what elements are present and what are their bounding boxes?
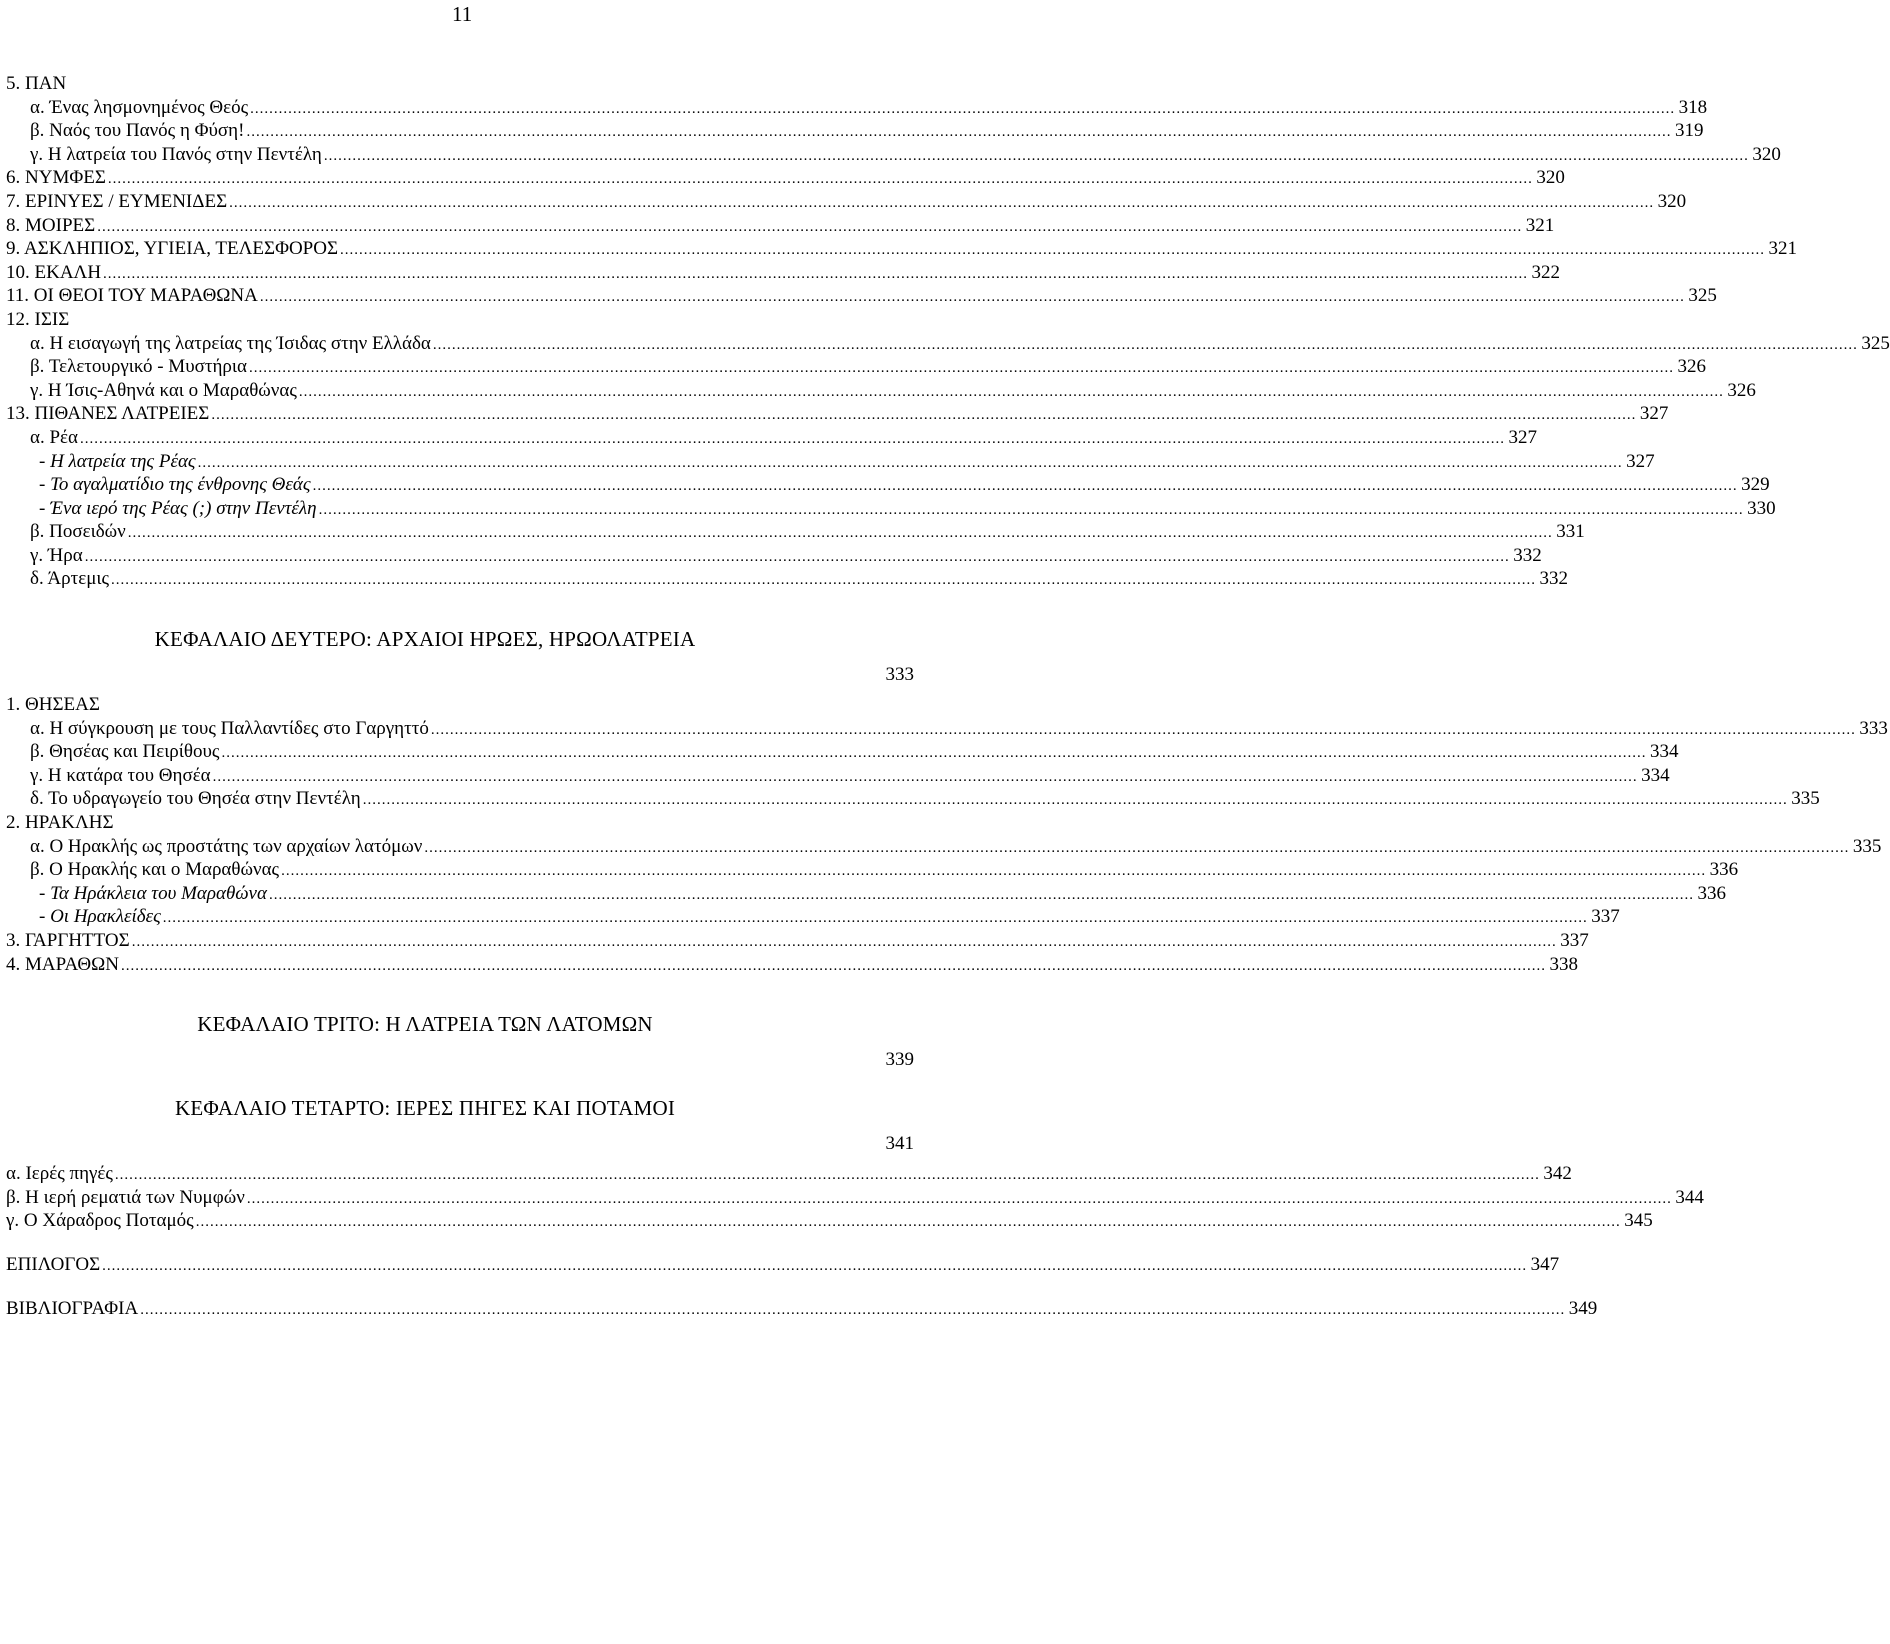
dot-leader: ............................................................................................................................................................................................................................................................................................................ (259, 289, 1685, 306)
dot-leader: ............................................................................................................................................................................................................................................................................................................ (340, 242, 1766, 259)
entry-page: 325 (1688, 285, 1717, 307)
chapter-three-heading: ΚΕΦΑΛΑΙΟ ΤΡΙΤΟ: Η ΛΑΤΡΕΙΑ ΤΩΝ ΛΑΤΟΜΩΝ (197, 1012, 653, 1037)
chapter-three-page: 339 (885, 1049, 914, 1071)
toc-entry[interactable] (6, 929, 1589, 953)
dot-leader: ............................................................................................................................................................................................................................................................................................................ (250, 100, 1676, 117)
entry-page: 331 (1556, 521, 1585, 543)
toc-entry[interactable] (6, 143, 1781, 167)
toc-entry[interactable] (6, 1186, 1704, 1210)
entry-title: 12. ΙΣΙΣ (6, 308, 70, 330)
entry-page: 337 (1591, 906, 1620, 928)
entry-title: 6. ΝΥΜΦΕΣ (6, 167, 106, 189)
toc-entry[interactable] (6, 905, 1620, 929)
entry-title: 9. ΑΣΚΛΗΠΙΟΣ, ΥΓΙΕΙΑ, ΤΕΛΕΣΦΟΡΟΣ (6, 238, 339, 260)
entry-page: 345 (1624, 1210, 1653, 1232)
entry-title: 11. ΟΙ ΘΕΟΙ ΤΟΥ ΜΑΡΑΘΩΝΑ (6, 285, 258, 307)
entry-page: 347 (1530, 1253, 1560, 1275)
toc-entry[interactable] (6, 858, 1739, 882)
dot-leader: ............................................................................................................................................................................................................................................................................................................ (195, 1214, 1621, 1231)
entry-page: 335 (1791, 788, 1820, 810)
entry-page: 333 (1859, 717, 1888, 739)
entry-title: 1. ΘΗΣΕΑΣ (6, 694, 100, 716)
dot-leader: ............................................................................................................................................................................................................................................................................................................ (212, 768, 1638, 785)
entry-page: 321 (1768, 238, 1798, 260)
entry-page: 327 (1508, 426, 1537, 448)
entry-page: 320 (1536, 167, 1565, 189)
entry-page: 335 (1852, 835, 1882, 857)
chapter-two-heading: ΚΕΦΑΛΑΙΟ ΔΕΥΤΕΡΟ: ΑΡΧΑΙΟΙ ΗΡΩΕΣ, ΗΡΩΟΛΑΤΡΕΙΑ (154, 627, 696, 652)
entry-title: γ. Η κατάρα του Θησέα (30, 764, 211, 786)
dot-leader: ............................................................................................................................................................................................................................................................................................................ (432, 336, 1858, 353)
toc-entry[interactable] (6, 261, 1561, 285)
entry-page: 329 (1741, 474, 1770, 496)
dot-leader: ............................................................................................................................................................................................................................................................................................................ (97, 218, 1523, 235)
dot-leader: ............................................................................................................................................................................................................................................................................................................ (197, 454, 1623, 471)
toc-entry[interactable] (6, 308, 914, 332)
dot-leader: ............................................................................................................................................................................................................................................................................................................ (246, 1190, 1672, 1207)
table-of-contents (6, 72, 1890, 1320)
dot-leader: ............................................................................................................................................................................................................................................................................................................ (103, 265, 1529, 282)
entry-page: 336 (1709, 859, 1739, 881)
entry-page: 327 (1639, 403, 1669, 425)
entry-title: 4. ΜΑΡΑΘΩΝ (6, 953, 119, 975)
entry-title: 2. ΗΡΑΚΛΗΣ (6, 812, 114, 834)
entry-page: 332 (1539, 568, 1569, 590)
entry-page: 327 (1626, 450, 1655, 472)
toc-entry[interactable] (6, 544, 1542, 568)
entry-title: - Το αγαλματίδιο της ένθρονης Θεάς (39, 474, 311, 496)
dot-leader: ............................................................................................................................................................................................................................................................................................................ (268, 886, 1694, 903)
entry-title: - Οι Ηρακλείδες (39, 906, 161, 928)
toc-entry[interactable] (6, 119, 1704, 143)
dot-leader: ............................................................................................................................................................................................................................................................................................................ (131, 934, 1557, 950)
entry-title: ΒΙΒΛΙΟΓΡΑΦΙΑ (6, 1297, 139, 1319)
entry-page: 334 (1649, 741, 1679, 763)
chapter-two-page: 333 (885, 664, 914, 686)
entry-page: 334 (1641, 764, 1670, 786)
dot-leader: ............................................................................................................................................................................................................................................................................................................ (430, 721, 1856, 738)
toc-entry[interactable] (6, 882, 1726, 906)
toc-entry[interactable] (6, 355, 1706, 379)
entry-title: 10. ΕΚΑΛΗ (6, 261, 102, 283)
toc-section-springs (6, 1162, 1704, 1233)
entry-page: 326 (1727, 379, 1756, 401)
entry-page: 322 (1531, 261, 1561, 283)
toc-entry[interactable] (6, 237, 1798, 261)
toc-entry[interactable] (6, 426, 1537, 450)
entry-page: 332 (1513, 544, 1542, 566)
entry-title: α. Ιερές πηγές (6, 1163, 113, 1185)
entry-page: 319 (1674, 120, 1704, 142)
entry-page: 320 (1752, 143, 1781, 165)
dot-leader: ............................................................................................................................................................................................................................................................................................................ (102, 1257, 1528, 1274)
entry-page: 342 (1543, 1163, 1572, 1185)
entry-title: - Η λατρεία της Ρέας (39, 450, 196, 472)
dot-leader: ............................................................................................................................................................................................................................................................................................................ (424, 839, 1850, 856)
dot-leader: ............................................................................................................................................................................................................................................................................................................ (162, 910, 1588, 927)
entry-title: - Ένα ιερό της Ρέας (;) στην Πεντέλη (39, 497, 317, 519)
dot-leader: ............................................................................................................................................................................................................................................................................................................ (107, 171, 1533, 188)
dot-leader: ............................................................................................................................................................................................................................................................................................................ (362, 792, 1788, 809)
toc-entry-bibliography[interactable] (6, 1297, 1598, 1321)
toc-entry[interactable] (6, 787, 1820, 811)
entry-page: 344 (1675, 1186, 1704, 1208)
toc-entry[interactable] (6, 96, 1708, 120)
dot-leader: ............................................................................................................................................................................................................................................................................................................ (248, 360, 1674, 377)
toc-entry[interactable] (6, 740, 1679, 764)
dot-leader: ............................................................................................................................................................................................................................................................................................................ (127, 525, 1553, 542)
toc-entry[interactable] (6, 332, 1890, 356)
toc-entry[interactable] (6, 567, 1569, 591)
toc-entry[interactable] (6, 473, 1770, 497)
entry-title: - Τα Ηράκλεια του Μαραθώνα (39, 882, 267, 904)
toc-entry[interactable] (6, 717, 1888, 741)
entry-page: 325 (1861, 332, 1890, 354)
toc-entry[interactable] (6, 497, 1776, 521)
toc-entry[interactable] (6, 72, 914, 96)
chapter-four-heading: ΚΕΦΑΛΑΙΟ ΤΕΤΑΡΤΟ: ΙΕΡΕΣ ΠΗΓΕΣ ΚΑΙ ΠΟΤΑΜΟΙ (174, 1096, 676, 1121)
toc-entry[interactable] (6, 1209, 1653, 1233)
dot-leader: ............................................................................................................................................................................................................................................................................................................ (312, 478, 1738, 495)
entry-title: δ. Άρτεμις (30, 568, 110, 590)
toc-entry[interactable] (6, 520, 1585, 544)
dot-leader: ............................................................................................................................................................................................................................................................................................................ (298, 383, 1724, 400)
toc-entry[interactable] (6, 402, 1669, 426)
dot-leader: ............................................................................................................................................................................................................................................................................................................ (111, 572, 1537, 589)
dot-leader: ............................................................................................................................................................................................................................................................................................................ (114, 1167, 1540, 1184)
entry-page: 349 (1568, 1297, 1598, 1319)
entry-page: 330 (1747, 497, 1776, 519)
entry-page: 337 (1560, 930, 1589, 951)
entry-title: β. Τελετουργικό - Μυστήρια (30, 356, 247, 378)
toc-entry[interactable] (6, 693, 914, 717)
entry-page: 321 (1525, 214, 1555, 236)
dot-leader: ............................................................................................................................................................................................................................................................................................................ (84, 548, 1510, 565)
entry-title: α. Ένας λησμονημένος Θεός (30, 96, 249, 118)
entry-title: δ. Το υδραγωγείο του Θησέα στην Πεντέλη (30, 788, 361, 810)
entry-title: α. Ο Ηρακλής ως προστάτης των αρχαίων λατόμων (30, 835, 423, 857)
toc-entry[interactable] (6, 379, 1756, 403)
toc-entry[interactable] (6, 214, 1555, 238)
entry-title: γ. Ήρα (30, 544, 83, 566)
toc-entry[interactable] (6, 835, 1882, 859)
chapter-four-page: 341 (885, 1133, 914, 1155)
toc-entry[interactable] (6, 166, 1565, 190)
dot-leader: ............................................................................................................................................................................................................................................................................................................ (318, 501, 1744, 518)
dot-leader: ............................................................................................................................................................................................................................................................................................................ (323, 147, 1749, 164)
toc-entry[interactable] (6, 450, 1655, 474)
entry-page: 326 (1677, 356, 1706, 378)
entry-title: γ. Ο Χάραδρος Ποταμός (6, 1210, 194, 1232)
dot-leader: ............................................................................................................................................................................................................................................................................................................ (120, 957, 1546, 974)
toc-entry[interactable] (6, 764, 1670, 788)
toc-section-deities (6, 72, 1890, 591)
dot-leader: ............................................................................................................................................................................................................................................................................................................ (211, 407, 1637, 424)
entry-title: 5. ΠΑΝ (6, 73, 67, 94)
toc-entry[interactable] (6, 190, 1687, 214)
page-number: 11 (452, 2, 473, 26)
toc-entry[interactable] (6, 284, 1717, 308)
dot-leader: ............................................................................................................................................................................................................................................................................................................ (140, 1301, 1566, 1318)
entry-title: 7. ΕΡΙΝΥΕΣ / ΕΥΜΕΝΙΔΕΣ (6, 190, 228, 212)
entry-title: β. Ναός του Πανός η Φύση! (30, 120, 245, 142)
entry-title: γ. Η λατρεία του Πανός στην Πεντέλη (30, 143, 322, 165)
entry-title: β. Θησέας και Πειρίθους (30, 741, 220, 763)
dot-leader: ............................................................................................................................................................................................................................................................................................................ (246, 124, 1672, 141)
entry-title: ΕΠΙΛΟΓΟΣ (6, 1253, 101, 1275)
dot-leader: ............................................................................................................................................................................................................................................................................................................ (281, 863, 1707, 880)
toc-entry[interactable] (6, 1162, 1572, 1186)
toc-section-heroes (6, 693, 1888, 976)
entry-title: α. Η εισαγωγή της λατρείας της Ίσιδας στην Ελλάδα (30, 332, 431, 354)
entry-title: β. Ο Ηρακλής και ο Μαραθώνας (30, 859, 280, 881)
entry-title: α. Η σύγκρουση με τους Παλλαντίδες στο Γαργηττό (30, 717, 429, 739)
entry-page: 336 (1697, 882, 1726, 904)
entry-title: γ. Η Ίσις-Αθηνά και ο Μαραθώνας (30, 379, 297, 401)
toc-entry[interactable] (6, 953, 1578, 977)
toc-entry[interactable] (6, 811, 914, 835)
entry-title: α. Ρέα (30, 426, 78, 448)
entry-page: 320 (1657, 190, 1687, 212)
entry-title: β. Ποσειδών (30, 521, 126, 543)
entry-title: 8. ΜΟΙΡΕΣ (6, 214, 96, 236)
entry-page: 318 (1678, 96, 1708, 118)
dot-leader: ............................................................................................................................................................................................................................................................................................................ (79, 430, 1505, 447)
dot-leader: ............................................................................................................................................................................................................................................................................................................ (229, 194, 1655, 211)
toc-entry-epilogue[interactable] (6, 1253, 1560, 1277)
entry-title: β. Η ιερή ρεματιά των Νυμφών (6, 1186, 245, 1208)
dot-leader: ............................................................................................................................................................................................................................................................................................................ (221, 745, 1647, 762)
entry-title: 3. ΓΑΡΓΗΤΤΟΣ (6, 930, 130, 951)
entry-title: 13. ΠΙΘΑΝΕΣ ΛΑΤΡΕΙΕΣ (6, 403, 210, 425)
entry-page: 338 (1549, 953, 1578, 975)
